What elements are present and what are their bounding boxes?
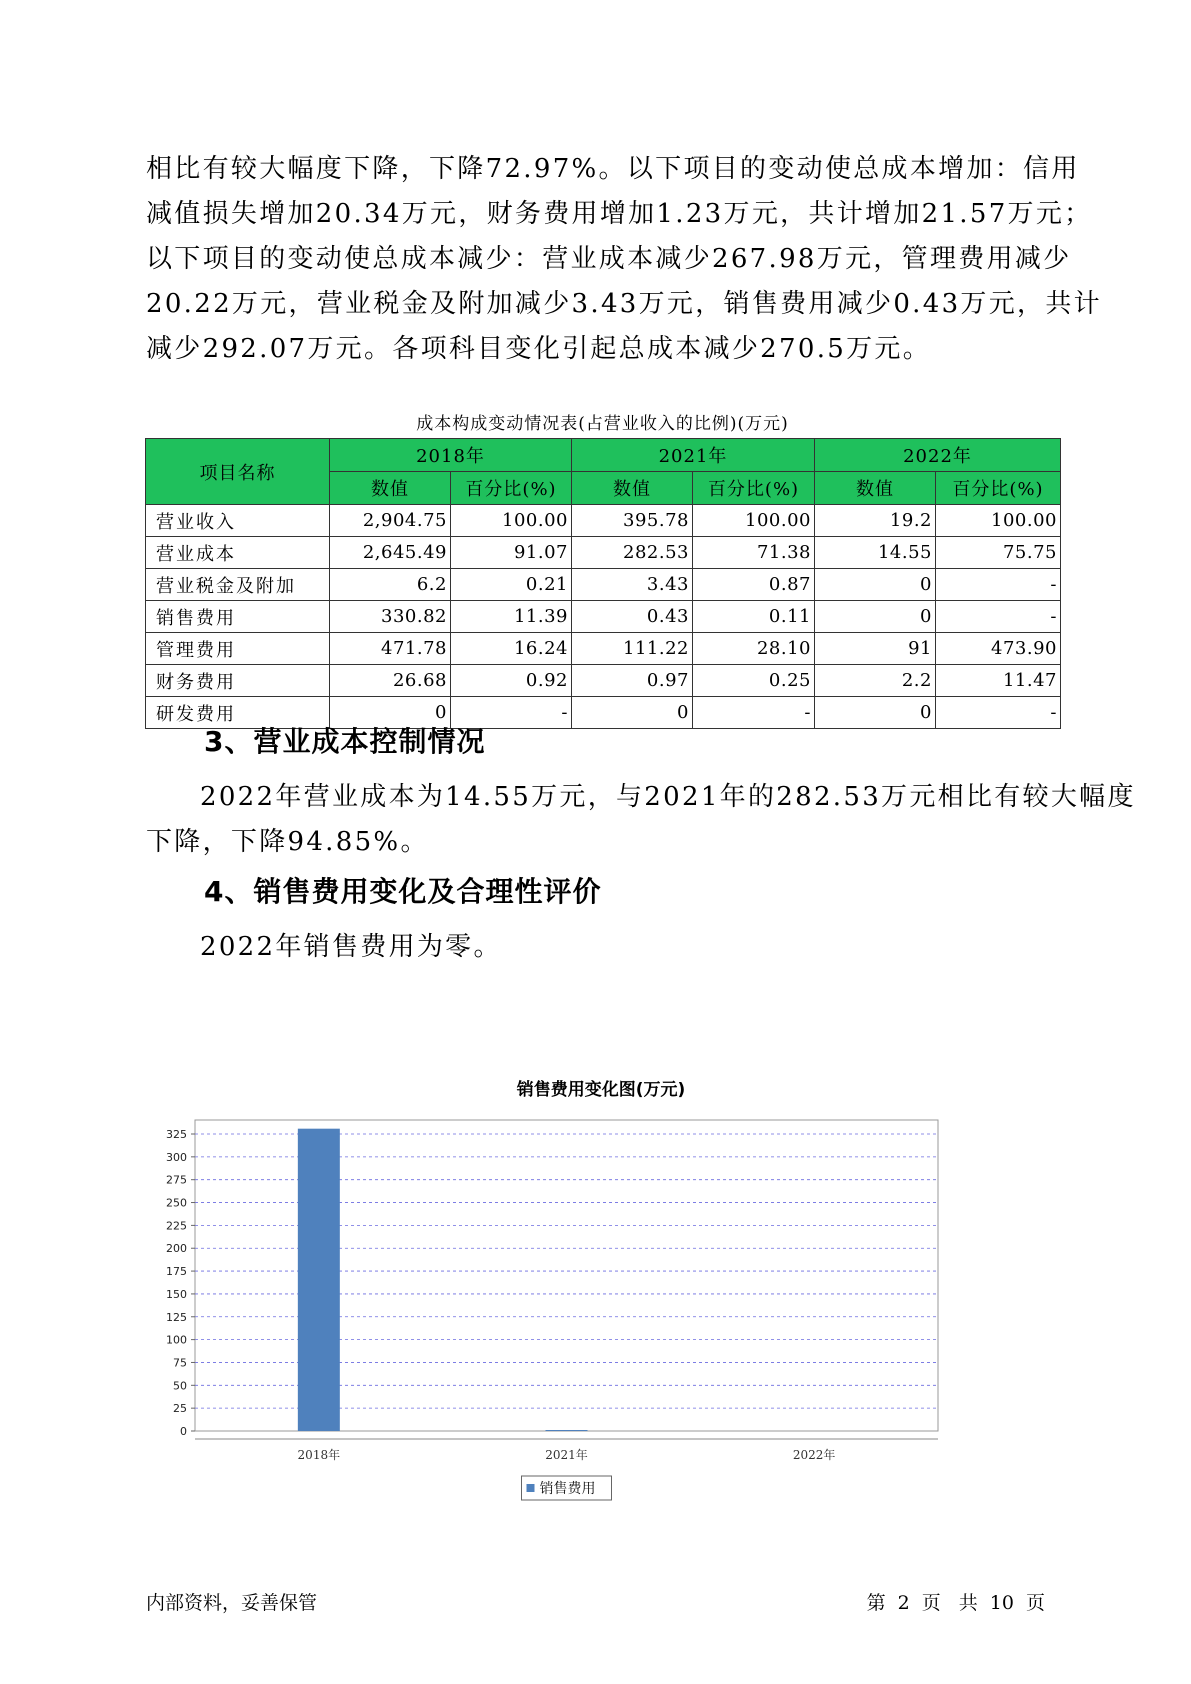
table-cell: 71.38 [693, 537, 815, 569]
table-cell: 0.97 [572, 665, 693, 697]
text-line: 以下项目的变动使总成本减少：营业成本减少267.98万元，管理费用减少 [146, 244, 1072, 274]
table-cell: 100.00 [451, 505, 572, 537]
row-label: 管理费用 [146, 633, 330, 665]
table-cell: 26.68 [330, 665, 451, 697]
table-cell: 6.2 [330, 569, 451, 601]
year-header: 2018年 [330, 439, 572, 472]
y-tick-label: 75 [173, 1356, 187, 1370]
year-header: 2021年 [572, 439, 815, 472]
table-cell: 0.87 [693, 569, 815, 601]
table-cell: 91 [815, 633, 936, 665]
table-cell: 16.24 [451, 633, 572, 665]
page-prefix: 第 [866, 1592, 886, 1614]
legend-label: 销售费用 [539, 1481, 596, 1497]
total-unit: 页 [1025, 1592, 1045, 1614]
text-line: 减少292.07万元。各项科目变化引起总成本减少270.5万元。 [146, 334, 932, 364]
intro-paragraph [146, 147, 1102, 372]
percent-header: 百分比(%) [451, 472, 572, 505]
table-cell: 19.2 [815, 505, 936, 537]
y-tick-label: 200 [166, 1242, 187, 1256]
table-cell: 471.78 [330, 633, 451, 665]
table-cell: - [936, 569, 1061, 601]
row-label: 财务费用 [146, 665, 330, 697]
y-tick-label: 250 [166, 1196, 187, 1210]
bar-1 [298, 1129, 340, 1431]
page-number: 2 [897, 1592, 910, 1614]
row-label: 营业收入 [146, 505, 330, 537]
table-cell: 282.53 [572, 537, 693, 569]
x-tick-label: 2022年 [792, 1448, 836, 1462]
value-header: 数值 [815, 472, 936, 505]
table-row [146, 537, 1061, 569]
legend-swatch [527, 1484, 535, 1492]
value-header: 数值 [330, 472, 451, 505]
value-header: 数值 [572, 472, 693, 505]
table-row [146, 601, 1061, 633]
table-caption: 成本构成变动情况表(占营业收入的比例)(万元) [416, 414, 789, 434]
table-cell: 75.75 [936, 537, 1061, 569]
text-line: 减值损失增加20.34万元，财务费用增加1.23万元，共计增加21.57万元； [146, 199, 1093, 229]
y-tick-label: 100 [166, 1333, 187, 1347]
table-cell: 473.90 [936, 633, 1061, 665]
row-label: 销售费用 [146, 601, 330, 633]
table-cell: 0.43 [572, 601, 693, 633]
table-cell: 0 [815, 569, 936, 601]
table-cell: 2,904.75 [330, 505, 451, 537]
percent-header: 百分比(%) [693, 472, 815, 505]
y-tick-label: 150 [166, 1287, 187, 1301]
bar-2 [546, 1430, 588, 1431]
table-cell: 0 [330, 697, 451, 729]
y-tick-label: 225 [166, 1219, 187, 1233]
total-prefix: 共 [958, 1592, 978, 1614]
table-cell: 0 [815, 697, 936, 729]
table-cell: 0 [572, 697, 693, 729]
table-cell: - [693, 697, 815, 729]
table-row [146, 665, 1061, 697]
table-row [146, 505, 1061, 537]
table-cell: 111.22 [572, 633, 693, 665]
y-tick-label: 175 [166, 1265, 187, 1279]
section-3-paragraph [146, 775, 1136, 865]
table-cell: 0.21 [451, 569, 572, 601]
table-cell: 3.43 [572, 569, 693, 601]
text-line: 20.22万元，营业税金及附加减少3.43万元，销售费用减少0.43万元，共计 [146, 289, 1102, 319]
row-label: 研发费用 [146, 697, 330, 729]
table-cell: - [936, 601, 1061, 633]
section-4-heading: 4、销售费用变化及合理性评价 [204, 875, 602, 908]
table-cell: 11.47 [936, 665, 1061, 697]
table-cell: 330.82 [330, 601, 451, 633]
table-cell: 28.10 [693, 633, 815, 665]
table-cell: 0 [815, 601, 936, 633]
item-name-header: 项目名称 [146, 439, 330, 505]
sales-expense-bar-chart [150, 1105, 1040, 1525]
table-cell: 11.39 [451, 601, 572, 633]
table-cell: 395.78 [572, 505, 693, 537]
text-line: 相比有较大幅度下降，下降72.97%。以下项目的变动使总成本增加：信用 [146, 154, 1080, 184]
y-tick-label: 300 [166, 1150, 187, 1164]
y-tick-label: 125 [166, 1310, 187, 1324]
total-pages: 10 [989, 1592, 1014, 1614]
table-cell: 100.00 [936, 505, 1061, 537]
text-line: 下降，下降94.85%。 [146, 827, 429, 857]
x-tick-label: 2018年 [297, 1448, 341, 1462]
section-3-heading: 3、营业成本控制情况 [204, 725, 486, 758]
cost-structure-table [145, 438, 1061, 729]
year-header: 2022年 [815, 439, 1061, 472]
table-cell: 91.07 [451, 537, 572, 569]
text-line: 2022年销售费用为零。 [200, 932, 502, 962]
footer-page-indicator [861, 1588, 1051, 1615]
footer-confidential-note: 内部资料，妥善保管 [146, 1592, 318, 1614]
table-cell: 2.2 [815, 665, 936, 697]
y-tick-label: 275 [166, 1173, 187, 1187]
x-tick-label: 2021年 [545, 1448, 588, 1462]
table-cell: 2,645.49 [330, 537, 451, 569]
table-row [146, 633, 1061, 665]
table-cell: - [936, 697, 1061, 729]
percent-header: 百分比(%) [936, 472, 1061, 505]
row-label: 营业税金及附加 [146, 569, 330, 601]
table-cell: 14.55 [815, 537, 936, 569]
table-cell: 0.92 [451, 665, 572, 697]
table-cell: 0.11 [693, 601, 815, 633]
page-unit: 页 [921, 1592, 941, 1614]
row-label: 营业成本 [146, 537, 330, 569]
table-body [146, 505, 1061, 729]
table-cell: - [451, 697, 572, 729]
table-row [146, 569, 1061, 601]
table-cell: 0.25 [693, 665, 815, 697]
section-4-paragraph [146, 925, 1056, 970]
y-tick-label: 325 [166, 1128, 187, 1141]
table-cell: 100.00 [693, 505, 815, 537]
chart-title: 销售费用变化图(万元) [516, 1080, 686, 1100]
y-tick-label: 0 [180, 1425, 187, 1438]
y-tick-label: 25 [173, 1402, 187, 1416]
text-line: 2022年营业成本为14.55万元，与2021年的282.53万元相比有较大幅度 [200, 782, 1136, 812]
y-tick-label: 50 [173, 1379, 187, 1393]
